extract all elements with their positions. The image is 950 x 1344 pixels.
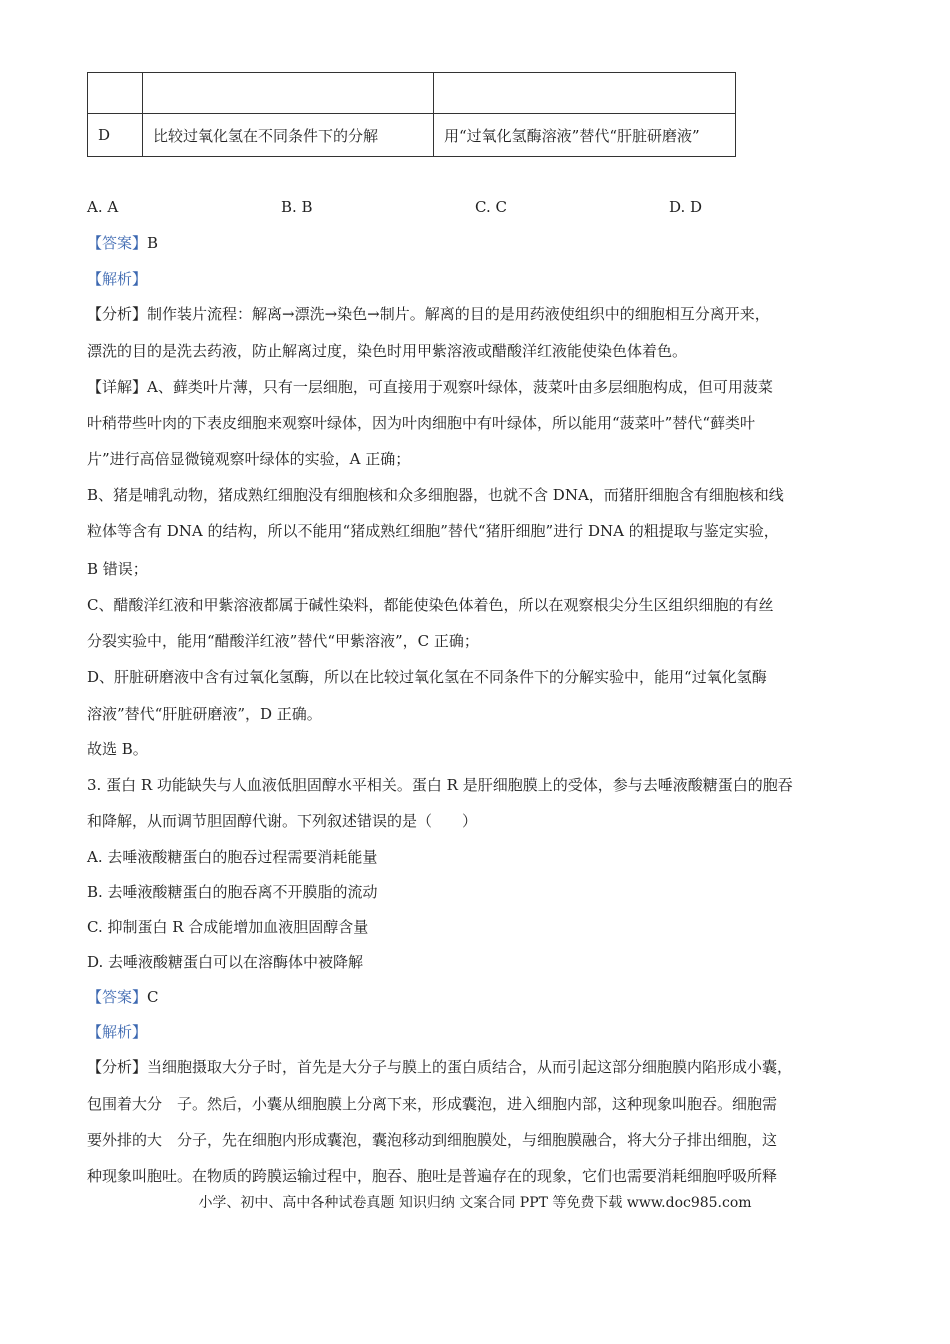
q3-option-a: A. 去唾液酸糖蛋白的胞吞过程需要消耗能量 — [87, 848, 378, 866]
table-cell — [88, 73, 143, 114]
answer-table — [87, 72, 736, 157]
q3-option-d: D. 去唾液酸糖蛋白可以在溶酶体中被降解 — [87, 953, 364, 971]
paragraph-line: 漂洗的目的是洗去药液，防止解离过度，染色时用甲紫溶液或醋酸洋红液能使染色体着色。 — [87, 342, 688, 360]
answer-tag: 【答案】 — [87, 988, 148, 1006]
table-row — [88, 114, 736, 157]
paragraph-line: 包围着大分 子。然后，小囊从细胞膜上分离下来，形成囊泡，进入细胞内部，这种现象叫胞吞。细胞需 — [87, 1095, 778, 1113]
table-row — [88, 73, 736, 114]
paragraph-line: 分裂实验中，能用“醋酸洋红液”替代“甲紫溶液”，C 正确； — [87, 632, 479, 650]
paragraph-line: 【详解】A、藓类叶片薄，只有一层细胞，可直接用于观察叶绿体，菠菜叶由多层细胞构成，但可用菠菜 — [87, 378, 773, 396]
paragraph-line: 片”进行高倍显微镜观察叶绿体的实验，A 正确； — [87, 450, 411, 468]
answer-tag: 【答案】 — [87, 234, 148, 252]
paragraph-line: C、醋酸洋红液和甲紫溶液都属于碱性染料，都能使染色体着色，所以在观察根尖分生区组织细胞的有丝 — [87, 596, 774, 614]
paragraph-line: B 错误； — [87, 560, 148, 578]
table-cell: 用“过氧化氢酶溶液”替代“肝脏研磨液” — [434, 114, 736, 157]
table-cell — [143, 73, 434, 114]
analysis-tag: 【解析】 — [87, 1023, 148, 1041]
q2-answer-line — [87, 232, 158, 253]
paragraph-line: D、肝脏研磨液中含有过氧化氢酶，所以在比较过氧化氢在不同条件下的分解实验中，能用“过氧化氢酶 — [87, 668, 767, 686]
paragraph-line: 叶稍带些叶肉的下表皮细胞来观察叶绿体，因为叶肉细胞中有叶绿体，所以能用“菠菜叶”替代“藓类叶 — [87, 414, 756, 432]
q3-option-b: B. 去唾液酸糖蛋白的胞吞离不开膜脂的流动 — [87, 883, 378, 901]
paragraph-line: 【分析】当细胞摄取大分子时，首先是大分子与膜上的蛋白质结合，从而引起这部分细胞膜内陷形成小囊， — [87, 1058, 793, 1076]
paragraph-line: 要外排的大 分子，先在细胞内形成囊泡，囊泡移动到细胞膜处，与细胞膜融合，将大分子排出细胞，这 — [87, 1131, 778, 1149]
q3-stem-line: 和降解，从而调节胆固醇代谢。下列叙述错误的是（ ） — [87, 812, 478, 830]
q2-option-b: B. B — [281, 198, 313, 216]
table-cell — [434, 73, 736, 114]
q3-option-c: C. 抑制蛋白 R 合成能增加血液胆固醇含量 — [87, 918, 369, 936]
answer-value: C — [147, 988, 159, 1006]
paragraph-line: B、猪是哺乳动物，猪成熟红细胞没有细胞核和众多细胞器，也就不含 DNA，而猪肝细胞含有细胞核和线 — [87, 486, 784, 504]
q3-answer-line — [87, 986, 159, 1007]
paragraph-line: 种现象叫胞吐。在物质的跨膜运输过程中，胞吞、胞吐是普遍存在的现象，它们也需要消耗细胞呼吸所释 — [87, 1167, 778, 1185]
paragraph-line: 粒体等含有 DNA 的结构，所以不能用“猪成熟红细胞”替代“猪肝细胞”进行 DNA 的粗提取与鉴定实验， — [87, 522, 779, 540]
table-cell: 比较过氧化氢在不同条件下的分解 — [143, 114, 434, 157]
answer-value: B — [147, 234, 159, 252]
q3-stem-line: 3. 蛋白 R 功能缺失与人血液低胆固醇水平相关。蛋白 R 是肝细胞膜上的受体，参与去唾液酸糖蛋白的胞吞 — [87, 776, 793, 794]
page-footer: 小学、初中、高中各种试卷真题 知识归纳 文案合同 PPT 等免费下载 www.doc985.com — [198, 1195, 752, 1211]
q2-option-c: C. C — [475, 198, 507, 216]
paragraph-line: 故选 B。 — [87, 740, 148, 758]
analysis-tag: 【解析】 — [87, 270, 148, 288]
paragraph-line: 溶液”替代“肝脏研磨液”，D 正确。 — [87, 705, 322, 723]
paragraph-line: 【分析】制作装片流程：解离→漂洗→染色→制片。解离的目的是用药液使组织中的细胞相互分离开来， — [87, 305, 770, 323]
table-cell: D — [88, 114, 143, 157]
q2-option-a: A. A — [87, 198, 119, 216]
q2-option-d: D. D — [669, 198, 703, 216]
